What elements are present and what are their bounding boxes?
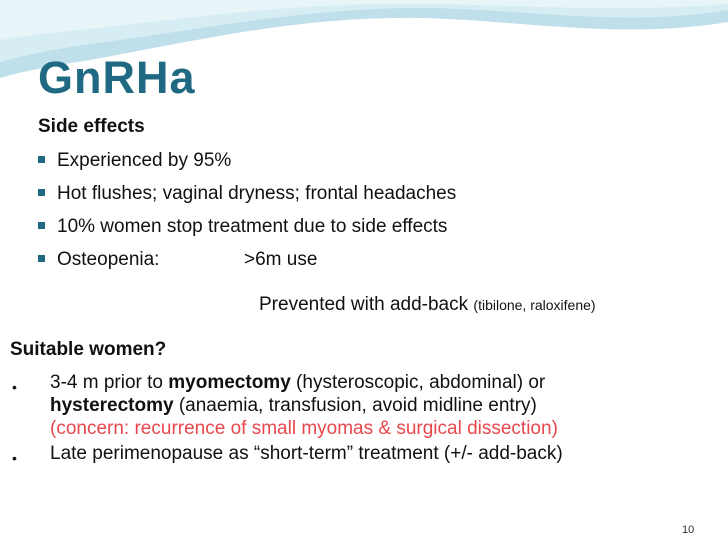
note-main: Prevented with add-back [259,294,469,315]
square-bullet-icon [38,156,45,163]
osteopenia-label: Osteopenia: [57,249,160,270]
bold-term: myomectomy [168,372,291,393]
point-line: Late perimenopause as “short-term” treatment (+/- add-back) [50,443,563,464]
bullet-text: Experienced by 95% [57,150,232,171]
point-line [50,372,558,395]
list-item [38,216,456,249]
suitable-women-list [12,372,712,475]
text: (anaemia, transfusion, avoid midline entry) [173,395,537,416]
osteopenia-value: >6m use [244,249,318,270]
text: (hysteroscopic, abdominal) or [290,372,546,393]
note-small: (tibilone, raloxifene) [473,297,596,313]
text: 3-4 m prior to [50,372,169,393]
square-bullet-icon [38,255,45,262]
list-item [38,150,456,183]
list-item [12,372,712,441]
bullet-text: Hot flushes; vaginal dryness; frontal headaches [57,183,457,204]
square-bullet-icon [38,222,45,229]
side-effects-list [38,150,456,282]
square-bullet-icon [38,189,45,196]
list-item [38,183,456,216]
osteopenia-note [259,294,596,316]
bullet-text: 10% women stop treatment due to side effects [57,216,448,237]
page-number: 10 [682,524,695,536]
slide-title: GnRHa [38,52,196,103]
concern-text: (concern: recurrence of small myomas & surgical dissection) [50,418,558,439]
list-item [38,249,456,282]
round-bullet-icon: • [12,450,17,466]
subheading-side-effects: Side effects [38,116,145,137]
list-item [12,443,712,473]
point-line [50,395,558,418]
question-heading: Suitable women? [10,339,167,360]
round-bullet-icon: • [12,379,17,395]
bold-term: hysterectomy [50,395,174,416]
